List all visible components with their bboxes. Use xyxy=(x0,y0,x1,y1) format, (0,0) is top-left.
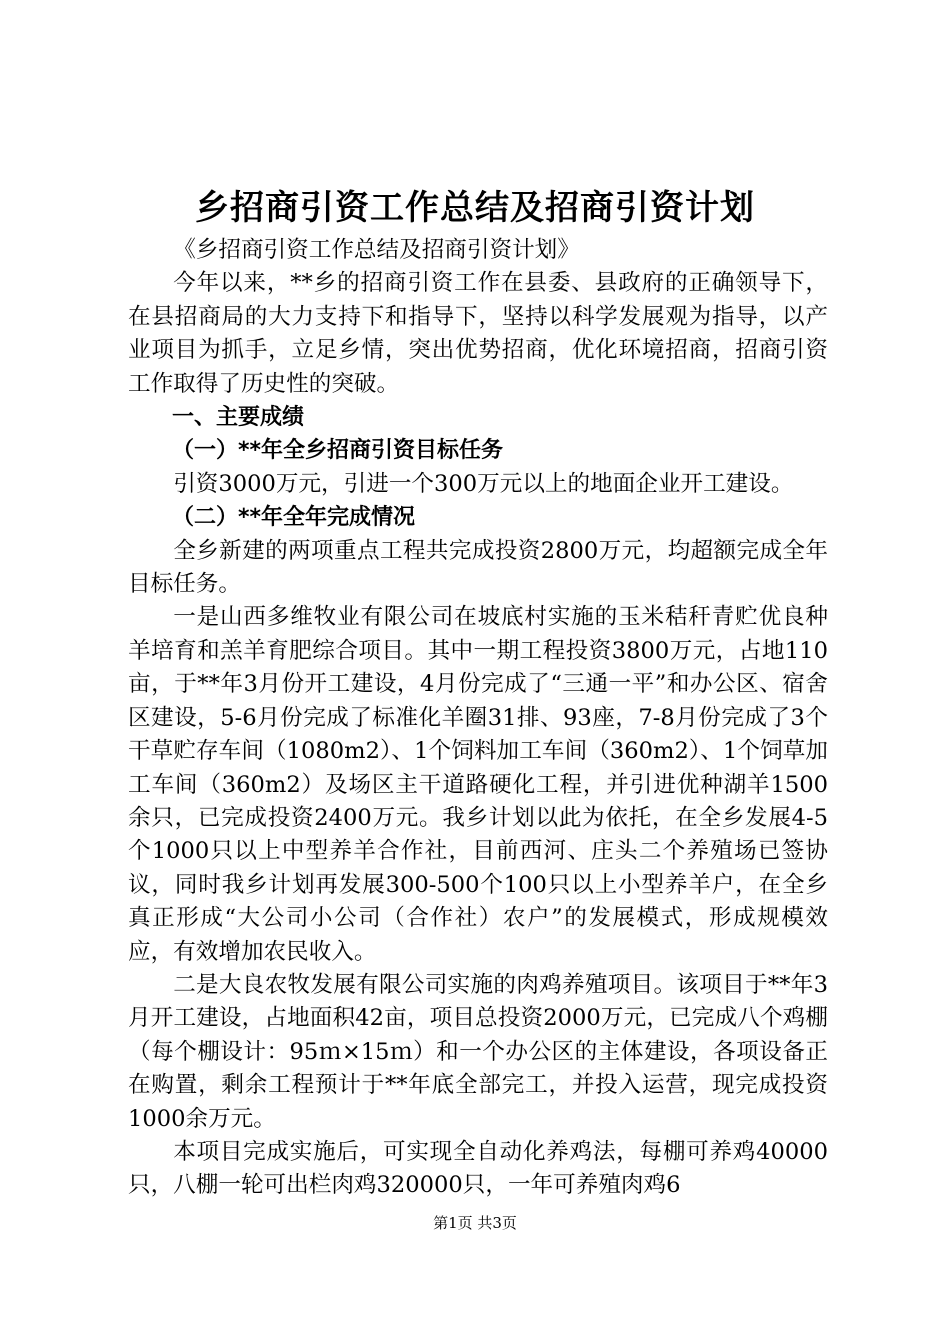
paragraph-completed: 全乡新建的两项重点工程共完成投资2800万元，均超额完成全年目标任务。 xyxy=(128,537,828,598)
page-number: 第1页 共3页 xyxy=(433,1214,517,1232)
paragraph-project-2-outcome: 本项目完成实施后，可实现全自动化养鸡法，每棚可养鸡40000只，八棚一轮可出栏肉鸡320000只，一年可养殖肉鸡6 xyxy=(128,1138,828,1199)
paragraph-intro: 今年以来，**乡的招商引资工作在县委、县政府的正确领导下，在县招商局的大力支持下和指导下，坚持以科学发展观为指导，以产业项目为抓手，立足乡情，突出优势招商，优化环境招商，招商引资工作取得了历史性的突破。 xyxy=(128,270,828,397)
document-body xyxy=(128,234,828,1203)
paragraph-project-2: 二是大良农牧发展有限公司实施的肉鸡养殖项目。该项目于**年3月开工建设，占地面积42亩，项目总投资2000万元，已完成八个鸡棚（每个棚设计：95ｍ×15ｍ）和一个办公区的主体建设，各项设备正在购置，剩余工程预计于**年底全部完工，并投入运营，现完成投资1000余万元。 xyxy=(128,971,828,1132)
subsection-heading-completion: （二）**年全年完成情况 xyxy=(172,505,416,531)
subsection-heading-targets: （一）**年全乡招商引资目标任务 xyxy=(172,438,504,464)
section-heading-main-achievements: 一、主要成绩 xyxy=(172,405,305,431)
paragraph-project-1: 一是山西多维牧业有限公司在坡底村实施的玉米秸秆青贮优良种羊培育和羔羊育肥综合项目。其中一期工程投资3800万元，占地110亩，于**年3月份开工建设，4月份完成了“三通一平”和办公区、宿舍区建设，5-6月份完成了标准化羊圈31排、93座，7-8月份完成了3个干草贮存车间（1080m2）、1个饲料加工车间（360m2）、1个饲草加工车间（360m2）及场区主干道路硬化工程，并引进优种湖羊1500余只，已完成投资2400万元。我乡计划以此为依托，在全乡发展4-5个1000只以上中型养羊合作社，目前西河、庄头二个养殖场已签协议，同时我乡计划再发展300-500个100只以上小型养羊户，在全乡真正形成“大公司小公司（合作社）农户”的发展模式，形成规模效应，有效增加农民收入。 xyxy=(128,604,828,965)
subtitle: 《乡招商引资工作总结及招商引资计划》 xyxy=(173,237,580,263)
paragraph-target: 引资3000万元，引进一个300万元以上的地面企业开工建设。 xyxy=(173,470,794,497)
document-title: 乡招商引资工作总结及招商引资计划 xyxy=(195,188,755,228)
